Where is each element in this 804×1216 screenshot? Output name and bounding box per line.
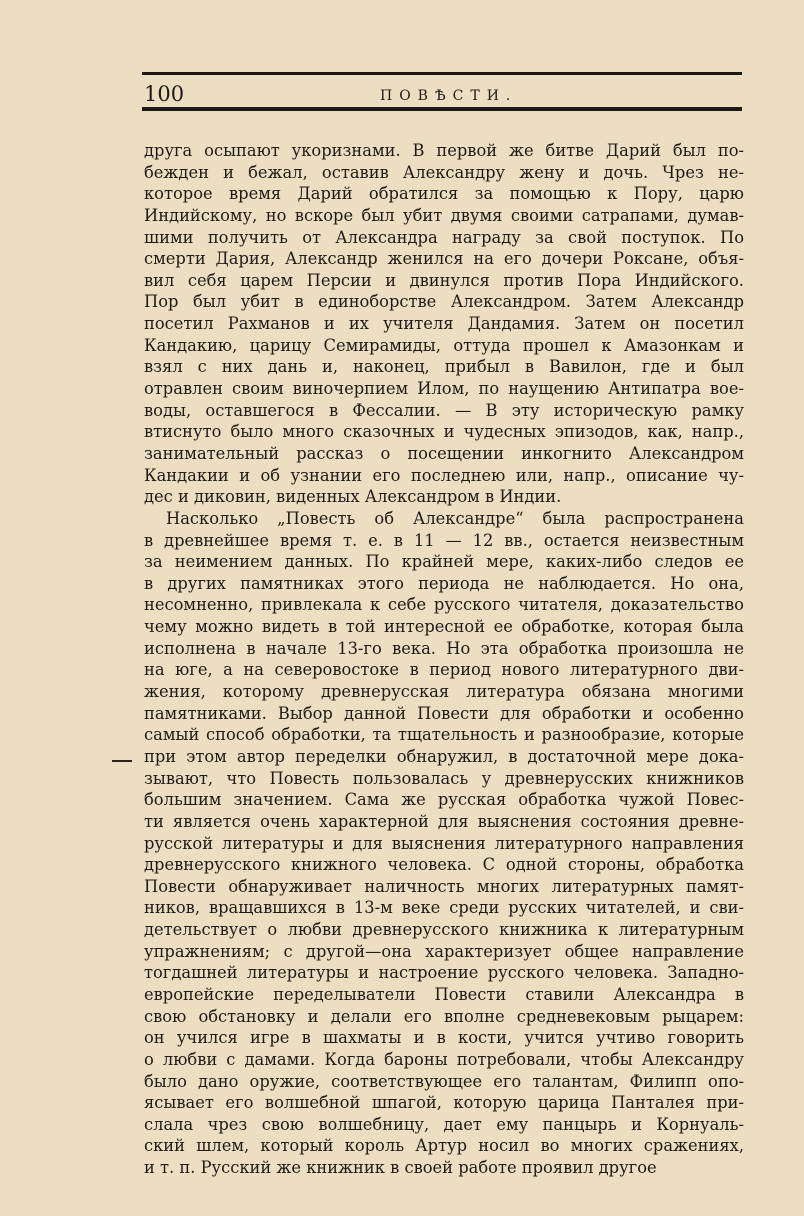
text-line: шими получить от Александра награду за свой поступок. По — [144, 227, 744, 247]
text-line: о любви с дамами. Когда бароны потребовали, чтобы Александру — [144, 1049, 744, 1069]
text-line: посетил Рахманов и их учителя Дандамия. Затем он посетил — [144, 314, 744, 334]
text-line: за неимением данных. По крайней мере, каких-либо следов ее — [144, 552, 744, 572]
text-line: и т. п. Русский же книжник в своей работе проявил другое — [144, 1158, 657, 1178]
text-line: детельствует о любви древнерусского книжника к литературным — [144, 920, 744, 940]
text-line: слала чрез свою волшебницу, дает ему панцырь и Корнуаль- — [144, 1114, 744, 1134]
text-line: чему можно видеть в той интересной ее обработке, которая была — [144, 617, 744, 637]
text-line: он учился игре в шахматы и в кости, учится учтиво говорить — [144, 1028, 744, 1048]
text-line: большим значением. Сама же русская обработка чужой Повес- — [144, 790, 744, 810]
text-line: ясывает его волшебной шпагой, которую царица Панталея при- — [144, 1093, 744, 1113]
text-line: ников, вращавшихся в 13-м веке среди русских читателей, и сви- — [144, 898, 744, 918]
text-line: зывают, что Повесть пользовалась у древнерусских книжников — [144, 768, 744, 788]
text-line: самый способ обработки, та тщательность и разнообразие, которые — [144, 725, 744, 745]
text-line: упражнениям; с другой—она характеризует общее направление — [144, 941, 744, 961]
text-line: свою обстановку и делали его вполне средневековым рыцарем: — [144, 1006, 744, 1026]
header-rule-bottom — [142, 107, 742, 111]
text-line: русской литературы и для выяснения литературного направления — [144, 833, 744, 853]
text-line: отравлен своим виночерпием Илом, по наущению Антипатра вое- — [144, 379, 744, 399]
text-line: Повести обнаруживает наличность многих литературных памят- — [144, 876, 744, 896]
text-line: было дано оружие, соответствующее его талантам, Филипп опо- — [144, 1071, 744, 1091]
text-line: в других памятниках этого периода не наблюдается. Но она, — [144, 573, 744, 593]
text-line: Кандакию, царицу Семирамиды, оттуда прошел к Амазонкам и — [144, 335, 744, 355]
text-line: жения, которому древнерусская литература обязана многими — [144, 682, 744, 702]
text-line: в древнейшее время т. е. в 11 — 12 вв., остается неизвестным — [144, 530, 744, 550]
running-head: ПОВѢСТИ. — [380, 88, 518, 104]
paragraph — [144, 140, 744, 508]
text-line: ти является очень характерной для выяснения состояния древне- — [144, 811, 744, 831]
text-line: смерти Дария, Александр женился на его дочери Роксане, объя- — [144, 249, 744, 269]
text-line: воды, оставшегося в Фессалии. — В эту историческую рамку — [144, 400, 744, 420]
body-text — [144, 140, 744, 1179]
paragraph — [144, 508, 744, 1179]
text-line: взял с них дань и, наконец, прибыл в Вавилон, где и был — [144, 357, 744, 377]
text-line: тогдашней литературы и настроение русского человека. Западно- — [144, 963, 744, 983]
text-line: втиснуто было много сказочных и чудесных эпизодов, как, напр., — [144, 422, 744, 442]
text-line: Индийскому, но вскоре был убит двумя своими сатрапами, думав- — [144, 205, 744, 225]
margin-mark — [112, 760, 132, 762]
text-line: друга осыпают укоризнами. В первой же битве Дарий был по- — [144, 141, 744, 160]
text-line: дес и диковин, виденных Александром в Индии. — [144, 487, 562, 507]
text-line: европейские переделыватели Повести ставили Александра в — [144, 984, 744, 1004]
text-line: Пор был убит в единоборстве Александром. Затем Александр — [144, 292, 744, 312]
text-line: вил себя царем Персии и двинулся против Пора Индийского. — [144, 270, 744, 290]
text-line: исполнена в начале 13-го века. Но эта обработка произошла не — [144, 638, 744, 658]
text-line: занимательный рассказ о посещении инкогнито Александром — [144, 443, 744, 463]
text-line: несомненно, привлекала к себе русского читателя, доказательство — [144, 595, 744, 615]
text-line: которое время Дарий обратился за помощью к Пору, царю — [144, 184, 744, 204]
text-line: памятниками. Выбор данной Повести для обработки и особенно — [144, 703, 744, 723]
text-line: древнерусского книжного человека. С одной стороны, обработка — [144, 855, 744, 875]
text-line: на юге, а на северовостоке в период нового литературного дви- — [144, 660, 744, 680]
text-line: Насколько „Повесть об Александре“ была распространена — [166, 508, 744, 528]
text-line: при этом автор переделки обнаружил, в достаточной мере дока- — [144, 746, 744, 766]
page-number: 100 — [144, 82, 185, 106]
header-rule-top — [142, 72, 742, 75]
text-line: бежден и бежал, оставив Александру жену и дочь. Чрез не- — [144, 162, 744, 182]
text-line: Кандакии и об узнании его последнею или, напр., описание чу- — [144, 465, 744, 485]
text-line: ский шлем, который король Артур носил во многих сражениях, — [144, 1136, 744, 1156]
